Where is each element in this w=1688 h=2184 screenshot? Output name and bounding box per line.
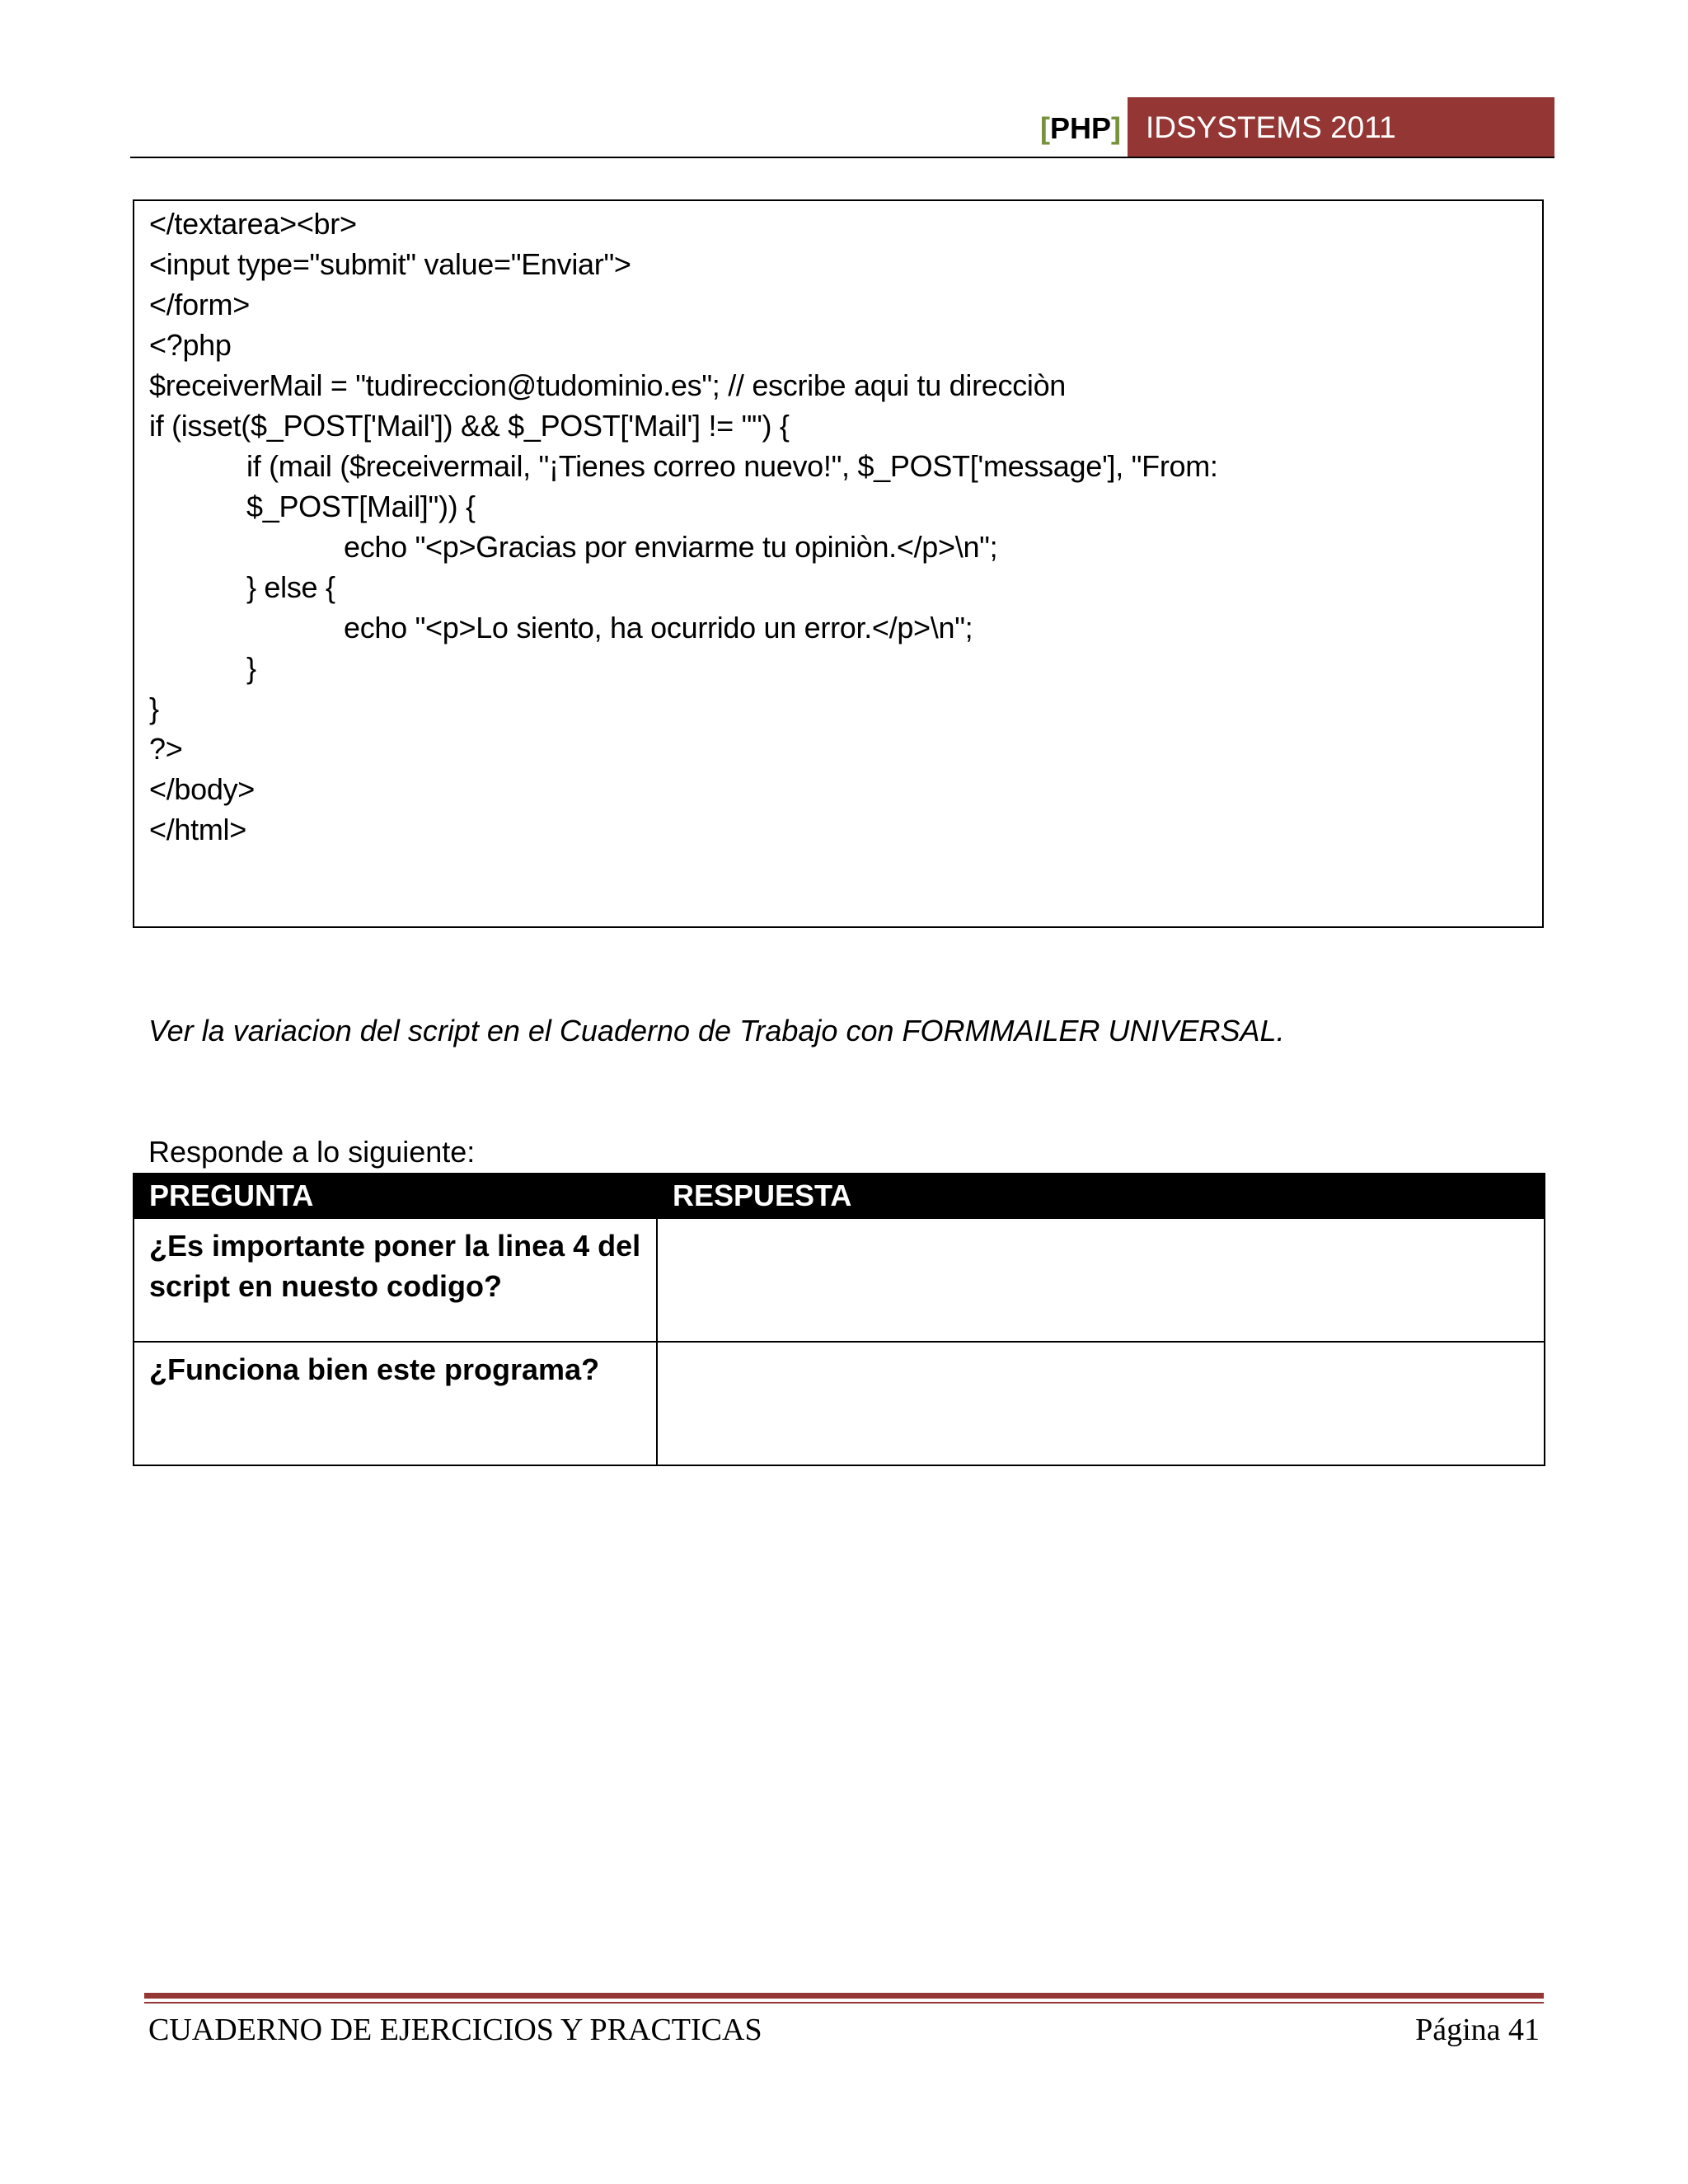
footer-rule-thick xyxy=(144,1993,1544,1999)
question-cell xyxy=(134,1342,657,1465)
question-text: script en nuesto codigo? xyxy=(149,1269,503,1303)
question-cell xyxy=(134,1218,657,1342)
code-line: </form> xyxy=(149,288,250,321)
code-line: if (isset($_POST['Mail']) && $_POST['Mail'] != "") { xyxy=(149,409,790,443)
table-row xyxy=(134,1218,1545,1342)
footer-rule-thin xyxy=(144,2002,1544,2004)
code-line: </html> xyxy=(149,813,246,846)
question-text: ¿Es importante poner la linea 4 del xyxy=(149,1229,641,1263)
script-variation-note: Ver la variacion del script en el Cuaderno de Trabajo con FORMMAILER UNIVERSAL. xyxy=(148,1014,1285,1047)
footer-title: CUADERNO DE EJERCICIOS Y PRACTICAS xyxy=(148,2013,762,2047)
answer-cell[interactable] xyxy=(657,1342,1545,1465)
tag-label: PHP xyxy=(1049,111,1111,145)
header-rule xyxy=(130,157,1554,158)
code-listing-box xyxy=(133,199,1544,928)
code-line: <input type="submit" value="Enviar"> xyxy=(149,247,631,281)
code-line: echo "<p>Lo siento, ha ocurrido un error.</p>\n"; xyxy=(344,611,973,644)
question-text: ¿Funciona bien este programa? xyxy=(149,1352,600,1386)
questions-intro: Responde a lo siguiente: xyxy=(148,1135,476,1169)
qa-table xyxy=(133,1173,1545,1466)
answer-cell[interactable] xyxy=(657,1218,1545,1342)
header-section-tag xyxy=(1022,105,1121,152)
column-header-question: PREGUNTA xyxy=(134,1174,657,1218)
table-header-row xyxy=(134,1174,1545,1218)
tag-bracket-open: [ xyxy=(1039,111,1050,145)
code-line: $_POST[Mail]")) { xyxy=(246,490,476,523)
column-header-answer: RESPUESTA xyxy=(657,1174,1545,1218)
code-line: } xyxy=(246,651,256,685)
code-line: <?php xyxy=(149,328,232,362)
table-row xyxy=(134,1342,1545,1465)
header-title-box: IDSYSTEMS 2011 xyxy=(1128,97,1554,158)
code-line: echo "<p>Gracias por enviarme tu opiniòn.</p>\n"; xyxy=(344,530,998,564)
code-line: } xyxy=(149,691,159,725)
page-number: Página 41 xyxy=(1415,2013,1540,2047)
code-line: </body> xyxy=(149,772,256,806)
tag-bracket-close: ] xyxy=(1111,111,1121,145)
code-line: </textarea><br> xyxy=(149,207,357,241)
code-line: ?> xyxy=(149,732,183,766)
code-line: } else { xyxy=(246,570,335,604)
code-line: $receiverMail = "tudireccion@tudominio.es"; // escribe aqui tu direcciòn xyxy=(149,368,1067,402)
code-line: if (mail ($receivermail, "¡Tienes correo nuevo!", $_POST['message'], "From: xyxy=(246,449,1218,483)
